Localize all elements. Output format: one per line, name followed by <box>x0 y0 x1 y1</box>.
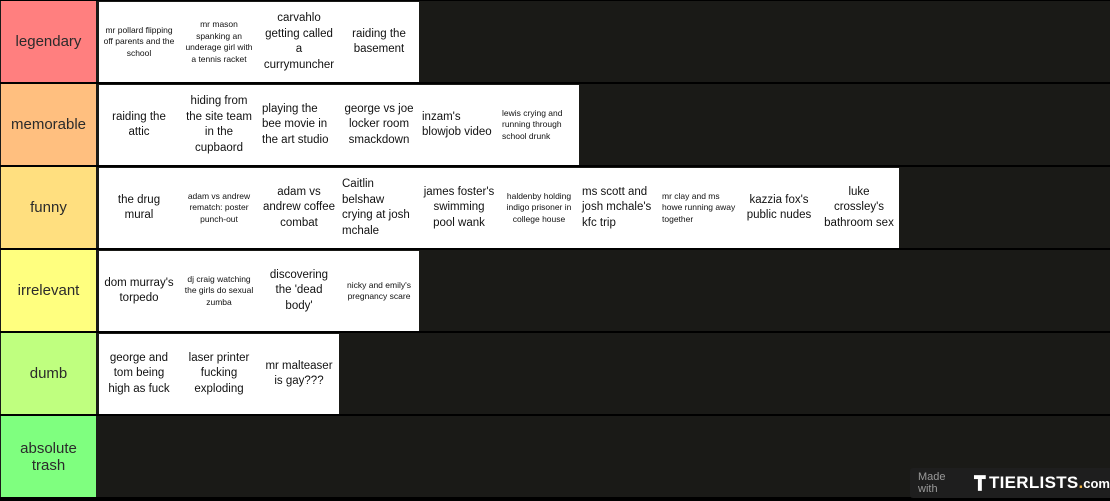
tier-item[interactable]: luke crossley's bathroom sex <box>819 168 899 248</box>
tier-item[interactable]: discovering the 'dead body' <box>259 251 339 331</box>
tier-row-legendary <box>0 1 1110 82</box>
watermark-prefix: Made with <box>918 471 946 495</box>
tier-item[interactable]: dom murray's torpedo <box>99 251 179 331</box>
tier-item[interactable]: laser printer fucking exploding <box>179 334 259 414</box>
tier-items <box>99 85 579 165</box>
tier-item[interactable]: raiding the attic <box>99 85 179 165</box>
tierlists-logo-icon <box>973 474 987 492</box>
watermark-tld: com <box>1083 475 1110 491</box>
tier-item[interactable]: mr malteaser is gay??? <box>259 334 339 414</box>
tier-item[interactable]: lewis crying and running through school drunk <box>499 85 579 165</box>
tier-row-funny <box>0 167 1110 248</box>
tier-item[interactable]: adam vs andrew rematch: poster punch-out <box>179 168 259 248</box>
tier-item[interactable]: kazzia fox's public nudes <box>739 168 819 248</box>
watermark-dot: . <box>1078 473 1084 492</box>
tier-item[interactable]: carvahlo getting called a currymuncher <box>259 2 339 82</box>
tier-item[interactable]: playing the bee movie in the art studio <box>259 85 339 165</box>
tier-row-dumb <box>0 333 1110 414</box>
tier-item[interactable]: ms scott and josh mchale's kfc trip <box>579 168 659 248</box>
tier-item[interactable]: nicky and emily's pregnancy scare <box>339 251 419 331</box>
tier-item[interactable]: mr mason spanking an underage girl with a tennis racket <box>179 2 259 82</box>
tier-item[interactable]: hiding from the site team in the cupbaord <box>179 85 259 165</box>
tier-items <box>99 168 899 248</box>
tier-item[interactable]: Caitlin belshaw crying at josh mchale <box>339 168 419 248</box>
tier-row-memorable <box>0 84 1110 165</box>
tier-label[interactable]: absolute trash <box>1 416 96 497</box>
tier-items <box>99 2 419 82</box>
tier-item[interactable]: inzam's blowjob video <box>419 85 499 165</box>
tier-item[interactable]: george vs joe locker room smackdown <box>339 85 419 165</box>
watermark-brand: TIERLISTS <box>988 473 1079 492</box>
tier-items <box>99 334 339 414</box>
tier-item[interactable]: adam vs andrew coffee combat <box>259 168 339 248</box>
tier-label[interactable]: dumb <box>1 333 96 414</box>
watermark[interactable] <box>910 468 1110 498</box>
tier-item[interactable]: dj craig watching the girls do sexual zumba <box>179 251 259 331</box>
tier-items <box>99 251 419 331</box>
tier-label[interactable]: memorable <box>1 84 96 165</box>
tier-label[interactable]: funny <box>1 167 96 248</box>
tier-item[interactable]: haldenby holding indigo prisoner in college house <box>499 168 579 248</box>
tier-label[interactable]: irrelevant <box>1 250 96 331</box>
tier-item[interactable]: james foster's swimming pool wank <box>419 168 499 248</box>
tier-item[interactable]: mr clay and ms howe running away together <box>659 168 739 248</box>
tier-label[interactable]: legendary <box>1 1 96 82</box>
tier-row-irrelevant <box>0 250 1110 331</box>
tier-item[interactable]: raiding the basement <box>339 2 419 82</box>
tier-item[interactable]: mr pollard flipping off parents and the school <box>99 2 179 82</box>
tier-item[interactable]: george and tom being high as fuck <box>99 334 179 414</box>
tier-item[interactable]: the drug mural <box>99 168 179 248</box>
